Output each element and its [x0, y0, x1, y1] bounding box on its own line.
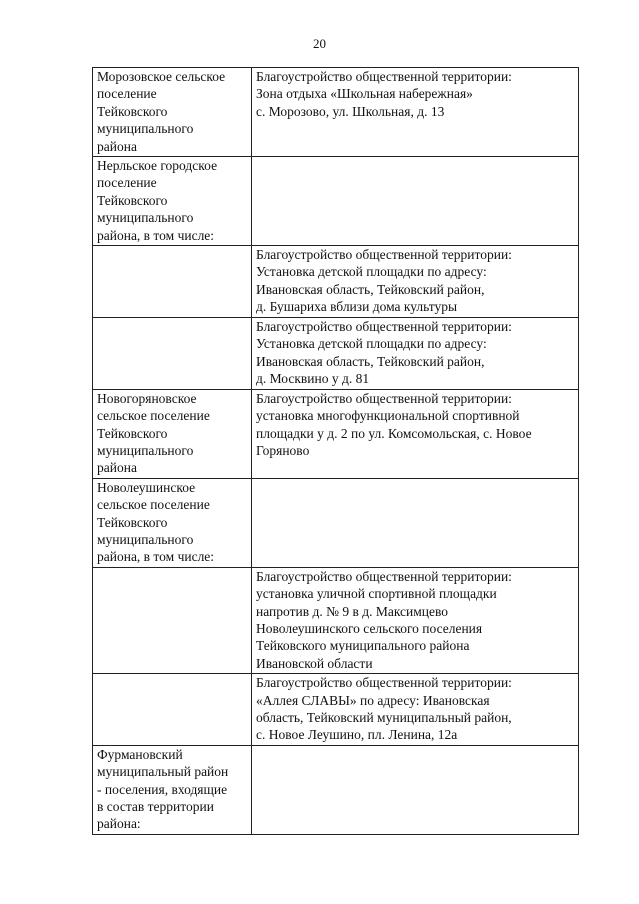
table-row: [93, 745, 579, 834]
improvement-cell: Благоустройство общественной территории: установка уличной спортивной площадки напротив д. № 9 в д. Максимцево Новолеушинского сельского поселения Тейковского муниципального района Ивановской области: [252, 567, 579, 673]
settlement-cell: [93, 567, 252, 673]
improvement-cell: [252, 745, 579, 834]
table-row: [93, 68, 579, 157]
table-row: [93, 246, 579, 318]
settlement-cell: Морозовское сельское поселение Тейковского муниципального района: [93, 68, 252, 157]
improvement-cell: [252, 478, 579, 567]
improvement-cell: Благоустройство общественной территории: Установка детской площадки по адресу: Ивановская область, Тейковский район, д. Бушариха вблизи дома культуры: [252, 246, 579, 318]
improvement-cell: Благоустройство общественной территории: установка многофункциональной спортивной площадки у д. 2 по ул. Комсомольская, с. Новое Горяново: [252, 389, 579, 478]
improvement-cell: Благоустройство общественной территории: Установка детской площадки по адресу: Ивановская область, Тейковский район, д. Москвино у д. 81: [252, 317, 579, 389]
settlement-cell: [93, 317, 252, 389]
settlement-cell: [93, 246, 252, 318]
table-row: [93, 157, 579, 246]
improvement-cell: Благоустройство общественной территории: Зона отдыха «Школьная набережная» с. Морозово, ул. Школьная, д. 13: [252, 68, 579, 157]
settlement-cell: [93, 674, 252, 746]
table-row: [93, 674, 579, 746]
table-row: [93, 478, 579, 567]
table-row: [93, 389, 579, 478]
settlement-cell: Новогоряновское сельское поселение Тейковского муниципального района: [93, 389, 252, 478]
settlement-cell: Нерльское городское поселение Тейковского муниципального района, в том числе:: [93, 157, 252, 246]
table-row: [93, 567, 579, 673]
settlement-cell: Новолеушинское сельское поселение Тейковского муниципального района, в том числе:: [93, 478, 252, 567]
improvement-cell: Благоустройство общественной территории: «Аллея СЛАВЫ» по адресу: Ивановская область, Тейковский муниципальный район, с. Новое Леушино, пл. Ленина, 12а: [252, 674, 579, 746]
improvement-cell: [252, 157, 579, 246]
settlements-table: [92, 67, 579, 835]
page-number: 20: [313, 36, 326, 51]
table-row: [93, 317, 579, 389]
settlement-cell: Фурмановский муниципальный район - поселения, входящие в состав территории района:: [93, 745, 252, 834]
